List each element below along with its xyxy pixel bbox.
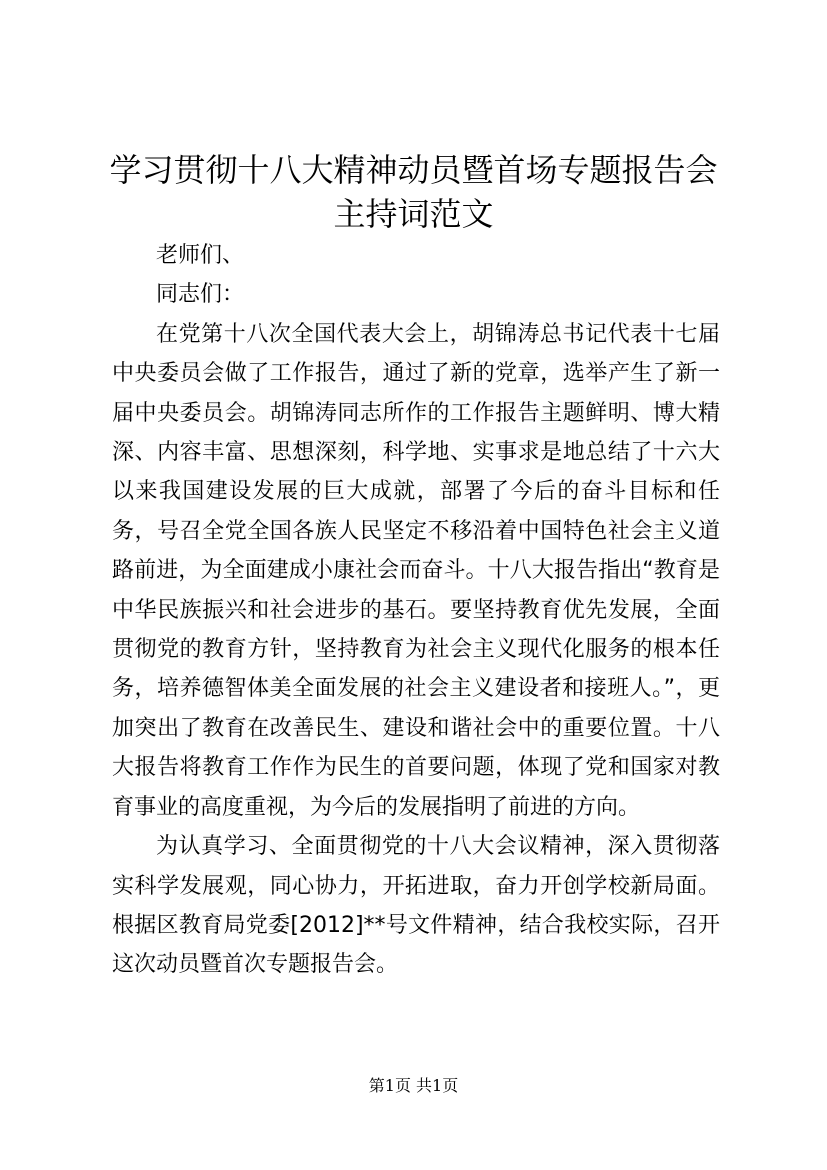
- salutation-teachers: 老师们、: [156, 243, 245, 268]
- page-number-footer: 第1页 共1页: [368, 1076, 459, 1095]
- document-title: 学习贯彻十八大精神动员暨首场专题报告会主持词范文: [109, 151, 718, 233]
- document-body: [112, 236, 720, 985]
- body-paragraph: 在党第十八次全国代表大会上，胡锦涛总书记代表十七届中央委员会做了工作报告，通过了新的党章，选举产生了新一届中央委员会。胡锦涛同志所作的工作报告主题鲜明、博大精深、内容丰富、思想深刻，科学地、实事求是地总结了十六大以来我国建设发展的巨大成就，部署了今后的奋斗目标和任务，号召全党全国各族人民坚定不移沿着中国特色社会主义道路前进，为全面建成小康社会而奋斗。十八大报告指出“教育是中华民族振兴和社会进步的基石。要坚持教育优先发展，全面贯彻党的教育方针，坚持教育为社会主义现代化服务的根本任务，培养德智体美全面发展的社会主义建设者和接班人。”，更加突出了教育在改善民生、建设和谐社会中的重要位置。十八大报告将教育工作作为民生的首要问题，体现了党和国家对教育事业的高度重视，为今后的发展指明了前进的方向。: [112, 321, 720, 820]
- body-paragraph: 为认真学习、全面贯彻党的十八大会议精神，深入贯彻落实科学发展观，同心协力，开拓进取，奋力开创学校新局面。根据区教育局党委[2012]**号文件精神，结合我校实际，召开这次动员暨首次专题报告会。: [112, 834, 720, 978]
- salutation-comrades: 同志们：: [156, 282, 245, 308]
